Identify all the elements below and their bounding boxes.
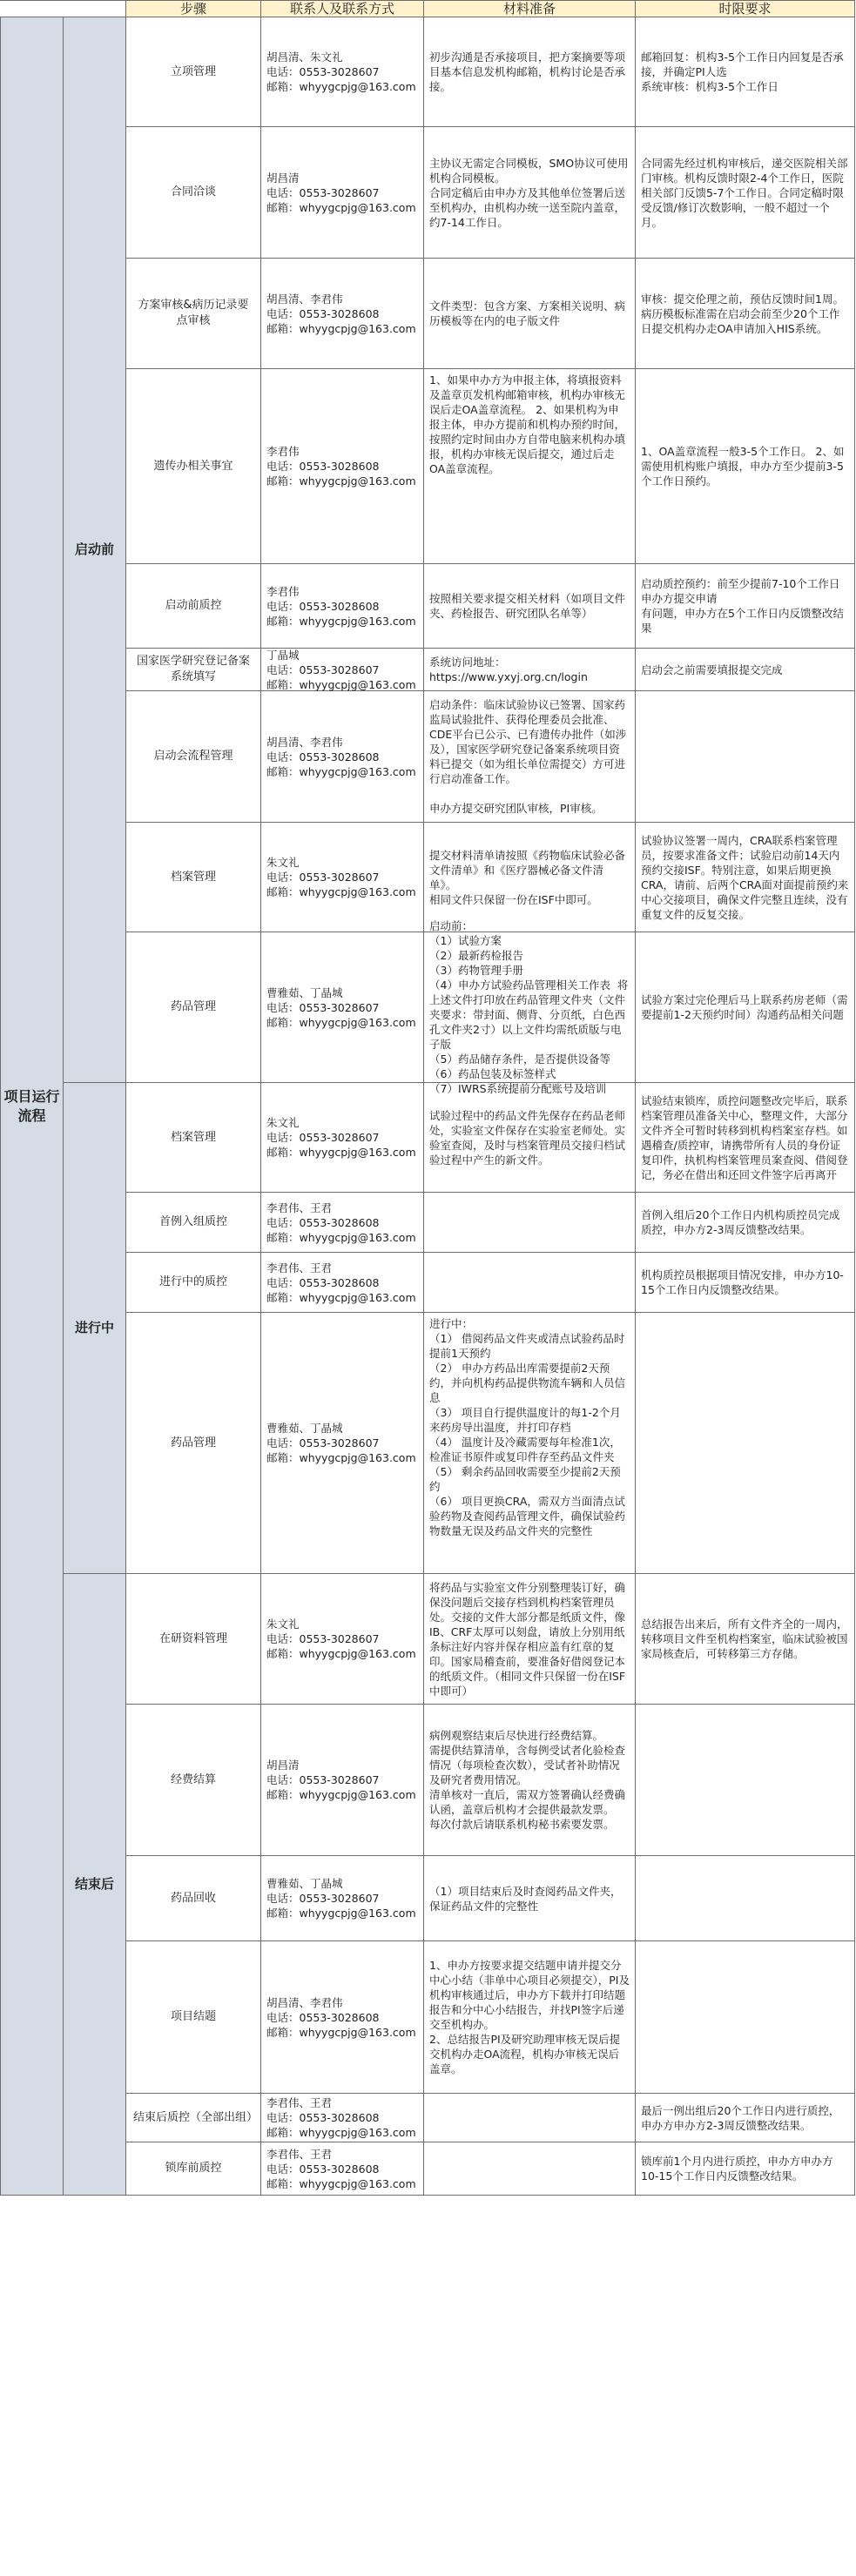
contact-cell [261,649,424,691]
time-cell-text: 试验协议签署一周内，CRA联系档案管理员，按要求准备文件；试验启动前14天内预约交接ISF。特别注意，如果后期更换CRA，请前、后两个CRA面对面提前预约来中心交接项目，确保文件完整且连续，没有重复文件的反复交接。 [641,833,849,921]
material-cell [424,691,636,823]
step-cell-text: 启动会流程管理 [153,750,233,763]
time-cell-text: 首例入组后20个工作日内机构质控员完成质控，申办方2-3周反馈整改结果。 [641,1208,840,1236]
material-cell-text: （1）项目结束后及时查阅药品文件夹，保证药品文件的完整性 [429,1884,622,1913]
contact-cell [261,1313,424,1574]
step-cell [126,1083,261,1193]
material-cell [424,1193,636,1253]
material-cell [424,1574,636,1705]
time-cell [636,1941,855,2094]
time-cell-text: 审核：提交伦理之前，预估反馈时间1周。 病历模板标准需在启动会前至少20个工作日提交机构办走OA申请加入HIS系统。 [641,292,844,335]
step-cell [126,127,261,259]
time-cell-text: 总结报告出来后，所有文件齐全的一周内，转移项目文件至机构档案室，临床试验被国家局核查后，可转移第三方存储。 [641,1618,848,1660]
time-cell [636,649,855,691]
material-cell [424,1313,636,1574]
material-cell [424,2142,636,2196]
material-cell-text: 启动前： （1）试验方案 （2）最新药检报告 （3）药物管理手册 （4）申办方试验药品管理相关工作表 将上述文件打印放在药品管理文件夹（文件夹要求：带封面、侧背、分页纸，白色西孔文件夹2寸）以上文件均需纸质版与电子版 （5）药品储存条件，是否提供设备等 （6）药品包装及标签样式 （7）IWRS系统提前分配账号及培训 [429,919,629,1095]
contact-cell [261,1253,424,1313]
material-cell [424,823,636,932]
material-cell [424,1941,636,2094]
material-cell-text: 初步沟通是否承接项目，把方案摘要等项目基本信息发机构邮箱，机构讨论是否承接。 [429,50,626,93]
material-cell-text: 1、申办方按要求提交结题申请并提交分中心小结（非单中心项目必须提交），PI及机构审核通过后，申办方下载并打印结题报告和分中心小结报告，并找PI签字后递交至机构办。 2、总结报告PI及研究助理审核无误后提交机构办走OA流程，机构办审核无误后盖章。 [429,1959,630,2075]
contact-cell [261,564,424,649]
contact-cell [261,1193,424,1253]
contact-cell-text: 曹雅茹、丁晶城 电话：0553-3028607 邮箱：whyygcpjg@163.com [266,1877,416,1920]
step-cell [126,369,261,564]
phase-in-progress-text: 进行中 [74,1320,114,1335]
time-cell-text: 试验方案过完伦理后马上联系药房老师（需要提前1-2天预约时间）沟通药品相关问题 [641,993,848,1021]
contact-cell-text: 朱文礼 电话：0553-3028607 邮箱：whyygcpjg@163.com [266,1116,416,1159]
step-cell-text: 锁库前质控 [165,2162,222,2175]
step-cell-text: 国家医学研究登记备案系统填写 [136,655,250,683]
time-cell [636,1856,855,1941]
contact-cell-text: 李君伟 电话：0553-3028608 邮箱：whyygcpjg@163.com [266,445,416,488]
material-cell [424,649,636,691]
step-cell [126,1574,261,1705]
contact-cell [261,932,424,1083]
step-cell-text: 药品管理 [170,1000,216,1013]
contact-cell [261,1856,424,1941]
time-cell [636,1313,855,1574]
time-cell-text: 试验结束锁库，质控问题整改完毕后，联系档案管理员准备关中心，整理文件，大部分文件齐全可暂时转移到机构档案室存档。如遇稽查/质控审，请携带所有人员的身份证复印件，执机构档案管理员案查阅、借阅登记，务必在借出和还回文件签字后再离开 [641,1093,848,1181]
material-cell-text: 文件类型：包含方案、方案相关说明、病历模板等在内的电子版文件 [429,299,626,327]
time-cell [636,127,855,259]
contact-cell-text: 朱文礼 电话：0553-3028607 邮箱：whyygcpjg@163.com [266,856,416,898]
time-cell-text: 合同需先经过机构审核后，递交医院相关部门审核。机构反馈时限2-4个工作日，医院相关部门反馈5-7个工作日。合同定稿时限受反馈/修订次数影响，一般不超过一个月。 [641,156,848,229]
step-cell-text: 在研资料管理 [158,1631,227,1645]
time-cell-text: 1、OA盖章流程一般3-5个工作日。 2、如需使用机构账户填报，申办方至少提前3-5个工作日预约。 [641,445,845,488]
step-cell [126,1856,261,1941]
time-cell [636,17,855,127]
phase-in-progress [64,1083,126,1574]
material-cell [424,1083,636,1193]
step-cell [126,1253,261,1313]
material-cell [424,259,636,369]
contact-cell [261,2142,424,2196]
step-cell-text: 立项管理 [170,64,216,78]
material-cell [424,1705,636,1856]
material-cell-text: 试验过程中的药品文件先保存在药品老师处，实验室文件保存在实验室老师处。实验室查阅，及时与档案管理员交接归档试验过程中产生的新文件。 [429,1108,626,1167]
material-cell-text: 进行中： （1） 借阅药品文件夹或清点试验药品时提前1天预约 （2） 申办方药品出库需要提前2天预约，并向机构药品提供物流车辆和人员信息 （3） 项目自行提供温度计的每1-2个月来药房导出温度，并打印存档 （4） 温度计及冷藏需要每年检准1次，检准证书原件或复印件存至药品文件夹 （5） 剩余药品回收需要至少提前2天预约 （6） 项目更换CRA，需双方当面清点试验药物及查阅药品管理文件，确保试验药物数量无误及药品文件夹的完整性 [429,1317,626,1537]
contact-cell [261,17,424,127]
material-cell [424,919,636,1095]
step-cell-text: 方案审核&病历记录要点审核 [138,299,249,327]
header-material: 材料准备 [424,0,636,17]
time-cell-text: 启动质控预约：前至少提前7-10个工作日申办方提交申请 有问题，申办方在5个工作日内反馈整改结果 [641,577,844,635]
step-cell-text: 药品回收 [170,1891,216,1905]
phase-after-end [64,1574,126,2196]
contact-cell-text: 李君伟 电话：0553-3028608 邮箱：whyygcpjg@163.com [266,584,416,628]
time-cell [636,1253,855,1313]
step-cell [126,2094,261,2142]
time-cell [636,369,855,564]
contact-cell [261,691,424,823]
material-cell-text: 系统访问地址： https://www.yxyj.org.cn/login [429,656,588,683]
contact-cell-text: 丁晶城 电话：0553-3028607 邮箱：whyygcpjg@163.com [266,648,416,691]
contact-cell-text: 朱文礼 电话：0553-3028607 邮箱：whyygcpjg@163.com [266,1618,416,1660]
time-cell-text: 锁库前1个月内进行质控，申办方申办方10-15个工作日内反馈整改结果。 [641,2155,833,2183]
contact-cell-text: 曹雅茹、丁晶城 电话：0553-3028607 邮箱：whyygcpjg@163.com [266,985,416,1029]
time-cell [636,1193,855,1253]
material-cell [424,127,636,259]
time-cell [636,2142,855,2196]
contact-cell-text: 李君伟、王君 电话：0553-3028608 邮箱：whyygcpjg@163.com [266,1201,416,1244]
material-cell-text: 将药品与实验室文件分别整理装订好，确保没问题后交接存档到机构档案管理员处。交接的文件大部分都是纸质文件，像IB、CRF太厚可以刻盘，请放上分别用纸条标注好内容并保存相应盖有红章的复印。国家局稽查前，要准备好借阅登记本的纸质文件。（相同文件只保留一份在ISF中即可） [429,1580,626,1698]
step-cell [126,1705,261,1856]
contact-cell [261,1083,424,1193]
contact-cell-text: 胡昌清、李君伟 电话：0553-3028608 邮箱：whyygcpjg@163.com [266,735,416,778]
time-cell-text: 最后一例出组后20个工作日内进行质控，申办方申办方2-3周反馈整改结果。 [641,2103,840,2132]
header-contact: 联系人及联系方式 [261,0,424,17]
step-cell-text: 经费结算 [170,1772,216,1786]
contact-cell [261,369,424,564]
time-cell [636,691,855,823]
time-cell [636,564,855,649]
contact-cell-text: 胡昌清、朱文礼 电话：0553-3028607 邮箱：whyygcpjg@163.com [266,50,416,93]
contact-cell [261,1574,424,1705]
material-cell-text: 启动条件：临床试验协议已签署、国家药监局试验批件、获得伦理委员会批准、CDE平台已公示、已有遗传办批件（如涉及），国家医学研究登记备案系统项目资料已提交（如为组长单位需提交）方可进行启动准备工作。 申办方提交研究团队审核，PI审核。 [429,698,627,815]
step-cell [126,649,261,691]
step-cell [126,2142,261,2196]
step-cell-text: 结束后质控（全部出组） [133,2110,259,2124]
contact-cell-text: 李君伟、王君 电话：0553-3028608 邮箱：whyygcpjg@163.com [266,2147,416,2190]
contact-cell-text: 曹雅茹、丁晶城 电话：0553-3028607 邮箱：whyygcpjg@163.com [266,1422,416,1464]
step-cell [126,1313,261,1574]
step-cell-text: 遗传办相关事宜 [153,459,233,473]
material-cell-text: 病例观察结束后尽快进行经费结算。 需提供结算清单，含每例受试者化验检查情况（每项检查次数），受试者补助情况及研究者费用情况。 清单核对一直后，需双方签署确认经费确认函，盖章后机构才会提供最款发票。 每次付款后请联系机构秘书索要发票。 [429,1729,626,1831]
step-cell [126,1941,261,2094]
step-cell-text: 启动前质控 [165,599,222,612]
material-cell [424,2094,636,2142]
time-cell [636,1083,855,1193]
time-cell [636,932,855,1083]
step-cell-text: 档案管理 [170,1130,216,1144]
step-cell-text: 首例入组质控 [158,1215,227,1228]
step-cell-text: 项目结题 [170,2010,216,2023]
contact-cell-text: 胡昌清 电话：0553-3028607 邮箱：whyygcpjg@163.com [266,1759,416,1801]
material-cell-text: 按照相关要求提交相关材料（如项目文件夹、药检报告、研究团队名单等） [429,592,626,620]
header-step: 步骤 [126,0,261,17]
process-title-text: 项目运行流程 [3,1087,60,1124]
material-cell [424,564,636,649]
contact-cell [261,127,424,259]
process-title [0,17,64,2196]
step-cell-text: 档案管理 [170,870,216,884]
phase-after-end-text: 结束后 [74,1876,114,1892]
step-cell [126,564,261,649]
contact-cell-text: 李君伟、王君 电话：0553-3028608 邮箱：whyygcpjg@163.com [266,1261,416,1304]
contact-cell [261,1705,424,1856]
step-cell-text: 合同洽谈 [170,185,216,198]
contact-cell-text: 胡昌清 电话：0553-3028607 邮箱：whyygcpjg@163.com [266,171,416,214]
time-cell [636,1705,855,1856]
contact-cell [261,2094,424,2142]
time-cell [636,259,855,369]
contact-cell [261,823,424,932]
step-cell [126,1193,261,1253]
contact-cell [261,259,424,369]
contact-cell-text: 胡昌清、李君伟 电话：0553-3028608 邮箱：whyygcpjg@163.com [266,1995,416,2039]
header-time: 时限要求 [636,0,855,17]
material-cell-text: 1、如果申办方为申报主体，将填报资料及盖章页发机构邮箱审核，机构办审核无误后走OA盖章流程。 2、如果机构为申报主体，申办方提前和机构办预约时间，按照约定时间由办方自带电脑来机构办填报，机构办审核无误后提交，通过后走OA盖章流程。 [429,373,626,475]
step-cell [126,259,261,369]
time-cell [636,1574,855,1705]
material-cell-text: 主协议无需定合同模板，SMO协议可使用机构合同模板。 合同定稿后由申办方及其他单位签署后送至机构办，由机构办统一送至院内盖章，约7-14工作日。 [429,156,629,229]
contact-cell [261,1941,424,2094]
material-cell [424,1253,636,1313]
step-cell [126,17,261,127]
material-cell [424,369,636,564]
step-cell [126,823,261,932]
material-cell-text: 提交材料清单请按照《药物临床试验必备文件清单》和《医疗器械必备文件清单》。 相同文件只保留一份在ISF中即可。 [429,848,626,906]
time-cell [636,2094,855,2142]
time-cell-text: 邮箱回复：机构3-5个工作日内回复是否承接，并确定PI人选 系统审核：机构3-5个工作日 [641,50,844,93]
material-cell [424,1856,636,1941]
phase-before-start-text: 启动前 [74,541,114,557]
phase-before-start [64,17,126,1083]
contact-cell-text: 胡昌清、李君伟 电话：0553-3028608 邮箱：whyygcpjg@163.com [266,292,416,335]
contact-cell-text: 李君伟、王君 电话：0553-3028608 邮箱：whyygcpjg@163.com [266,2096,416,2139]
header-blank [0,0,126,17]
time-cell-text: 机构质控员根据项目情况安排，申办方10-15个工作日内反馈整改结果。 [641,1268,844,1296]
material-cell [424,17,636,127]
step-cell [126,932,261,1083]
time-cell [636,823,855,932]
step-cell-text: 药品管理 [170,1436,216,1449]
step-cell-text: 进行中的质控 [158,1275,227,1288]
step-cell [126,691,261,823]
time-cell-text: 启动会之前需要填报提交完成 [641,662,783,676]
